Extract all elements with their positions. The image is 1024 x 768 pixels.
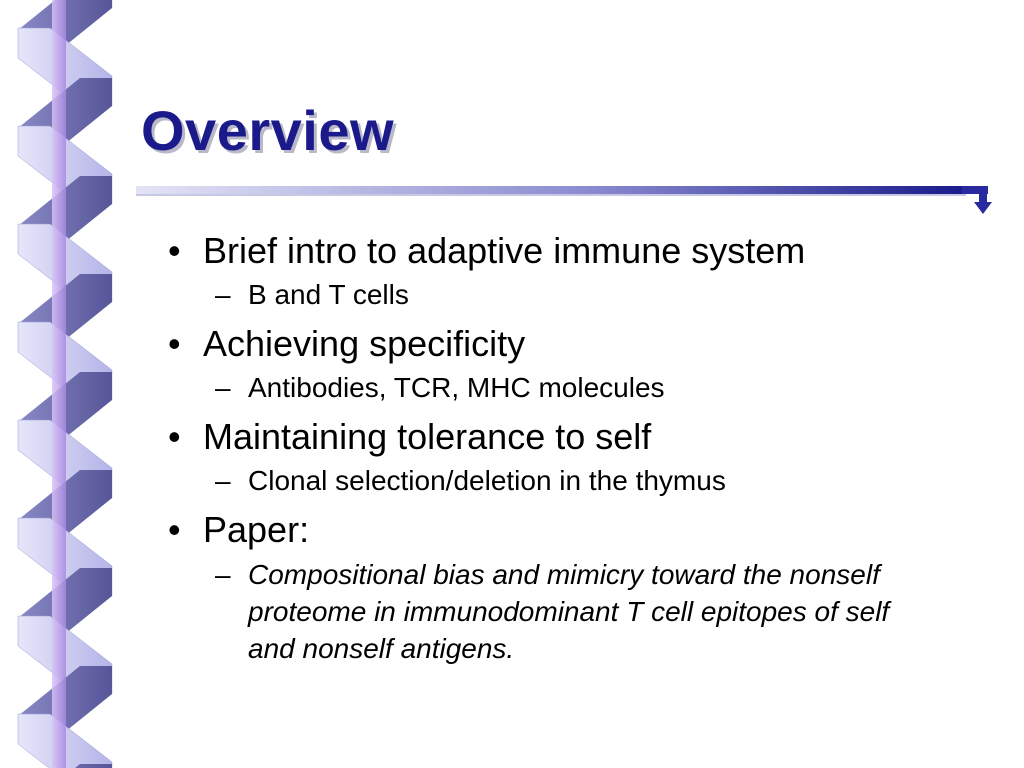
- sub-item: [215, 463, 968, 499]
- sub-item: [215, 556, 928, 667]
- bullet-text: Maintaining tolerance to self: [203, 416, 652, 457]
- dash-marker: –: [215, 559, 231, 590]
- bullet-marker: •: [168, 230, 181, 271]
- slide-title: Overview: [141, 99, 395, 162]
- bullet-marker: •: [168, 416, 181, 457]
- sub-text: B and T cells: [248, 279, 409, 310]
- twisted-ribbon-decoration: [0, 0, 115, 768]
- bullet-marker: •: [168, 509, 181, 550]
- bullet-text: Paper:: [203, 509, 310, 550]
- ribbon-accent-stripe: [52, 0, 66, 768]
- bullet-list: [168, 224, 968, 675]
- dash-marker: –: [215, 372, 231, 403]
- bullet-marker: •: [168, 323, 181, 364]
- down-arrow-icon: [962, 186, 992, 214]
- sub-text: Clonal selection/deletion in the thymus: [248, 465, 726, 496]
- paper-title: Compositional bias and mimicry toward the nonself proteome in immunodominant T cell epitopes of self and nonself antigens.: [248, 559, 890, 664]
- bullet-item: [168, 228, 968, 313]
- sub-list: [215, 463, 968, 499]
- bullet-item: [168, 507, 968, 667]
- bullet-item: [168, 321, 968, 406]
- sub-text: Antibodies, TCR, MHC molecules: [248, 372, 665, 403]
- sub-list: [215, 277, 968, 313]
- dash-marker: –: [215, 465, 231, 496]
- sub-list: [215, 556, 968, 667]
- dash-marker: –: [215, 279, 231, 310]
- bullet-text: Achieving specificity: [203, 323, 526, 364]
- sub-item: [215, 277, 968, 313]
- bullet-item: [168, 414, 968, 499]
- title-underline: [136, 186, 998, 218]
- ribbon-left-margin: [0, 0, 18, 768]
- sub-item: [215, 370, 968, 406]
- sub-list: [215, 370, 968, 406]
- bullet-text: Brief intro to adaptive immune system: [203, 230, 806, 271]
